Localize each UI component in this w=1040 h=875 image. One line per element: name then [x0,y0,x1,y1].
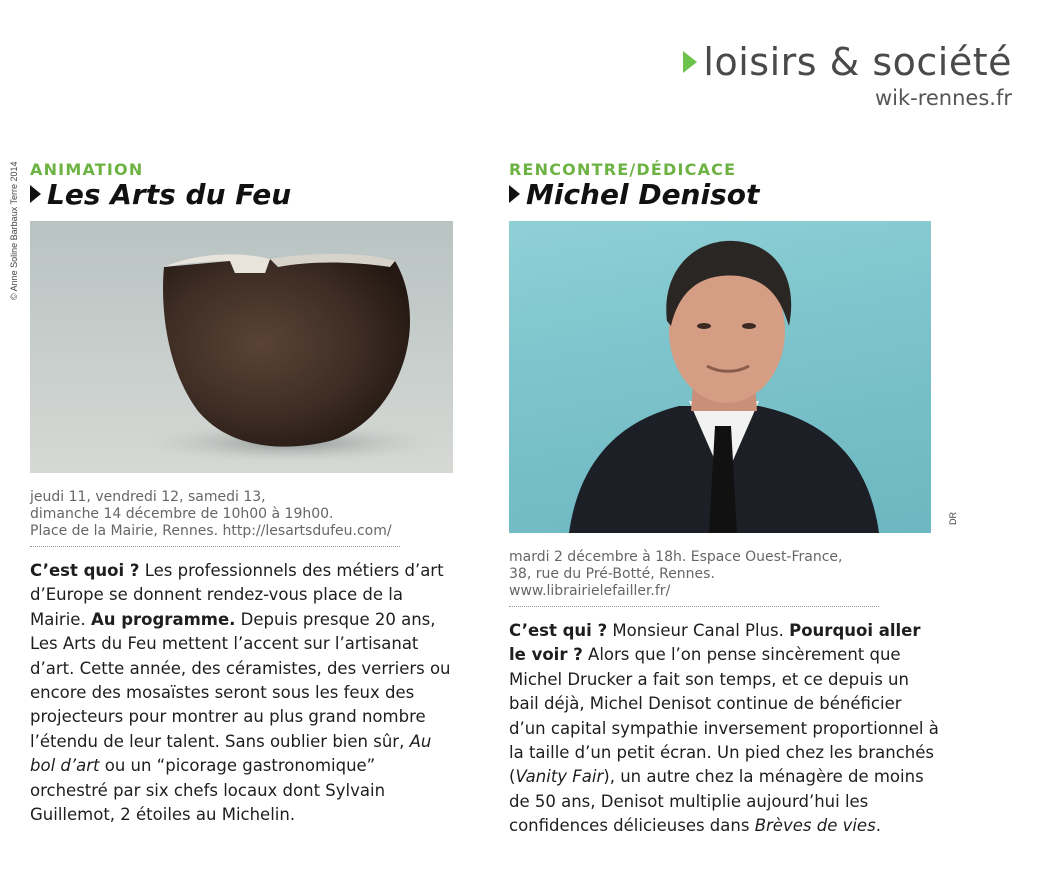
info-line: Place de la Mairie, Rennes. http://lesartsdufeu.com/ [30,523,392,539]
article-arts-du-feu [30,160,455,827]
photo-credit: © Anne Soline Barbaux Terre 2014 [9,161,19,300]
section-title [683,40,1012,84]
triangle-bullet-icon [683,51,697,73]
body-text: ), un autre chez la ménagère de moins de 50 ans, Denisot multiplie aujourd’hui les confidences délicieuses dans [509,767,924,836]
info-line: 38, rue du Pré-Botté, Rennes. www.librairielefailler.fr/ [509,566,715,599]
article-title-text: Michel Denisot [526,178,760,211]
body-text: Les professionnels des métiers d’art d’Europe se donnent rendez-vous place de la Mairie. [30,561,444,629]
body-question: Au programme. [90,609,236,629]
body-text: Depuis presque 20 ans, Les Arts du Feu mettent l’accent sur l’artisanat d’art. Cette année, des céramistes, des verriers ou encore des mosaïstes seront sous les feux des projecteurs pour montrer au plus grand nombre l’étendu de leur talent. Sans oublier bien sûr, [30,609,451,751]
article-category: ANIMATION [30,160,144,179]
info-line: jeudi 11, vendredi 12, samedi 13, [30,489,266,505]
triangle-bullet-icon [509,185,520,203]
portrait-photo [509,221,931,533]
article-title [30,179,455,211]
info-line: dimanche 14 décembre de 10h00 à 19h00. [30,506,334,522]
article-category: RENCONTRE/DÉDICACE [509,160,737,179]
body-italic: Vanity Fair [515,767,604,787]
body-italic: Brèves de vies [754,816,876,836]
body-text: ou un “picorage gastronomique” orchestré par six chefs locaux dont Sylvain Guillemot, 2 étoiles au Michelin. [30,756,386,825]
event-info [30,489,400,547]
body-text: Alors que l’on pense sincèrement que Michel Drucker a fait son temps, et ce depuis un bail déjà, Michel Denisot continue de bénéficier d’un capital sympathie inversement proportionnel à la taille d’un petit écran. Un pied chez les branchés ( [509,645,939,787]
body-italic: Au bol d’art [30,731,432,776]
ceramic-bowl-illustration [30,221,453,473]
article-body [30,559,455,827]
portrait-illustration [509,221,931,533]
triangle-bullet-icon [30,185,41,203]
photo-credit: DR [948,512,958,525]
section-title-text: loisirs & société [703,40,1012,84]
ceramic-bowl-photo [30,221,453,473]
body-text: . [875,816,881,836]
body-text: Monsieur Canal Plus. [607,621,790,640]
article-title [509,179,939,211]
article-body [509,619,939,839]
body-question: C’est qui ? [509,621,608,640]
site-url: wik-rennes.fr [874,86,1012,110]
event-info [509,549,879,607]
article-michel-denisot [509,160,939,839]
article-title-text: Les Arts du Feu [47,178,292,211]
body-question: Pourquoi aller le voir ? [509,621,921,665]
body-question: C’est quoi ? [30,561,140,580]
info-line: mardi 2 décembre à 18h. Espace Ouest-France, [509,549,843,565]
